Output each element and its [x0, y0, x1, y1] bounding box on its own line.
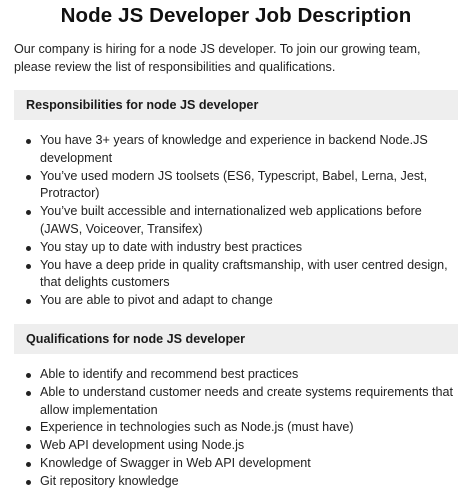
- list-item-text: Able to identify and recommend best practices: [40, 366, 299, 381]
- bullet-icon: [26, 373, 31, 378]
- list-item: [14, 455, 458, 473]
- list-item-text: Knowledge of Swagger in Web API development: [40, 455, 311, 470]
- list-item: [14, 292, 458, 310]
- list-item-text: You have a deep pride in quality craftsmanship, with user centred design, that delights customers: [40, 257, 448, 290]
- bullet-icon: [26, 139, 31, 144]
- bullet-icon: [26, 480, 31, 485]
- list-item-text: You’ve used modern JS toolsets (ES6, Typescript, Babel, Lerna, Jest, Protractor): [40, 168, 428, 201]
- list-item: [14, 384, 458, 420]
- responsibilities-heading: Responsibilities for node JS developer: [14, 90, 458, 120]
- page-title: Node JS Developer Job Description: [60, 4, 412, 27]
- list-item-text: You are able to pivot and adapt to change: [40, 293, 273, 308]
- bullet-icon: [26, 391, 31, 396]
- list-item-text: Experience in technologies such as Node.js (must have): [40, 420, 354, 435]
- list-item-text: You’ve built accessible and internationalized web applications before (JAWS, Voiceover, Transifex): [40, 204, 422, 236]
- list-item: [14, 473, 458, 491]
- list-item: [14, 366, 458, 384]
- bullet-icon: [26, 210, 31, 215]
- bullet-icon: [26, 426, 31, 431]
- list-item: [14, 239, 458, 257]
- bullet-icon: [26, 246, 31, 251]
- qualifications-list: [14, 366, 458, 491]
- list-item-text: You have 3+ years of knowledge and experience in backend Node.JS development: [40, 133, 428, 165]
- list-item: [14, 257, 458, 293]
- bullet-icon: [26, 462, 31, 467]
- list-item-text: Able to understand customer needs and create systems requirements that allow implementation: [40, 384, 454, 417]
- list-item: [14, 203, 458, 239]
- bullet-icon: [26, 299, 31, 304]
- list-item: [14, 419, 458, 437]
- bullet-icon: [26, 444, 31, 449]
- list-item: [14, 437, 458, 455]
- bullet-icon: [26, 264, 31, 269]
- bullet-icon: [26, 175, 31, 180]
- responsibilities-list: [14, 132, 458, 310]
- list-item-text: You stay up to date with industry best practices: [40, 239, 303, 254]
- list-item-text: Web API development using Node.js: [40, 438, 245, 453]
- list-item: [14, 132, 458, 168]
- list-item: [14, 168, 458, 204]
- intro-paragraph: Our company is hiring for a node JS developer. To join our growing team, please review the list of responsibilities and qualifications.: [14, 42, 421, 74]
- qualifications-heading: Qualifications for node JS developer: [14, 324, 458, 354]
- list-item-text: Git repository knowledge: [40, 473, 179, 488]
